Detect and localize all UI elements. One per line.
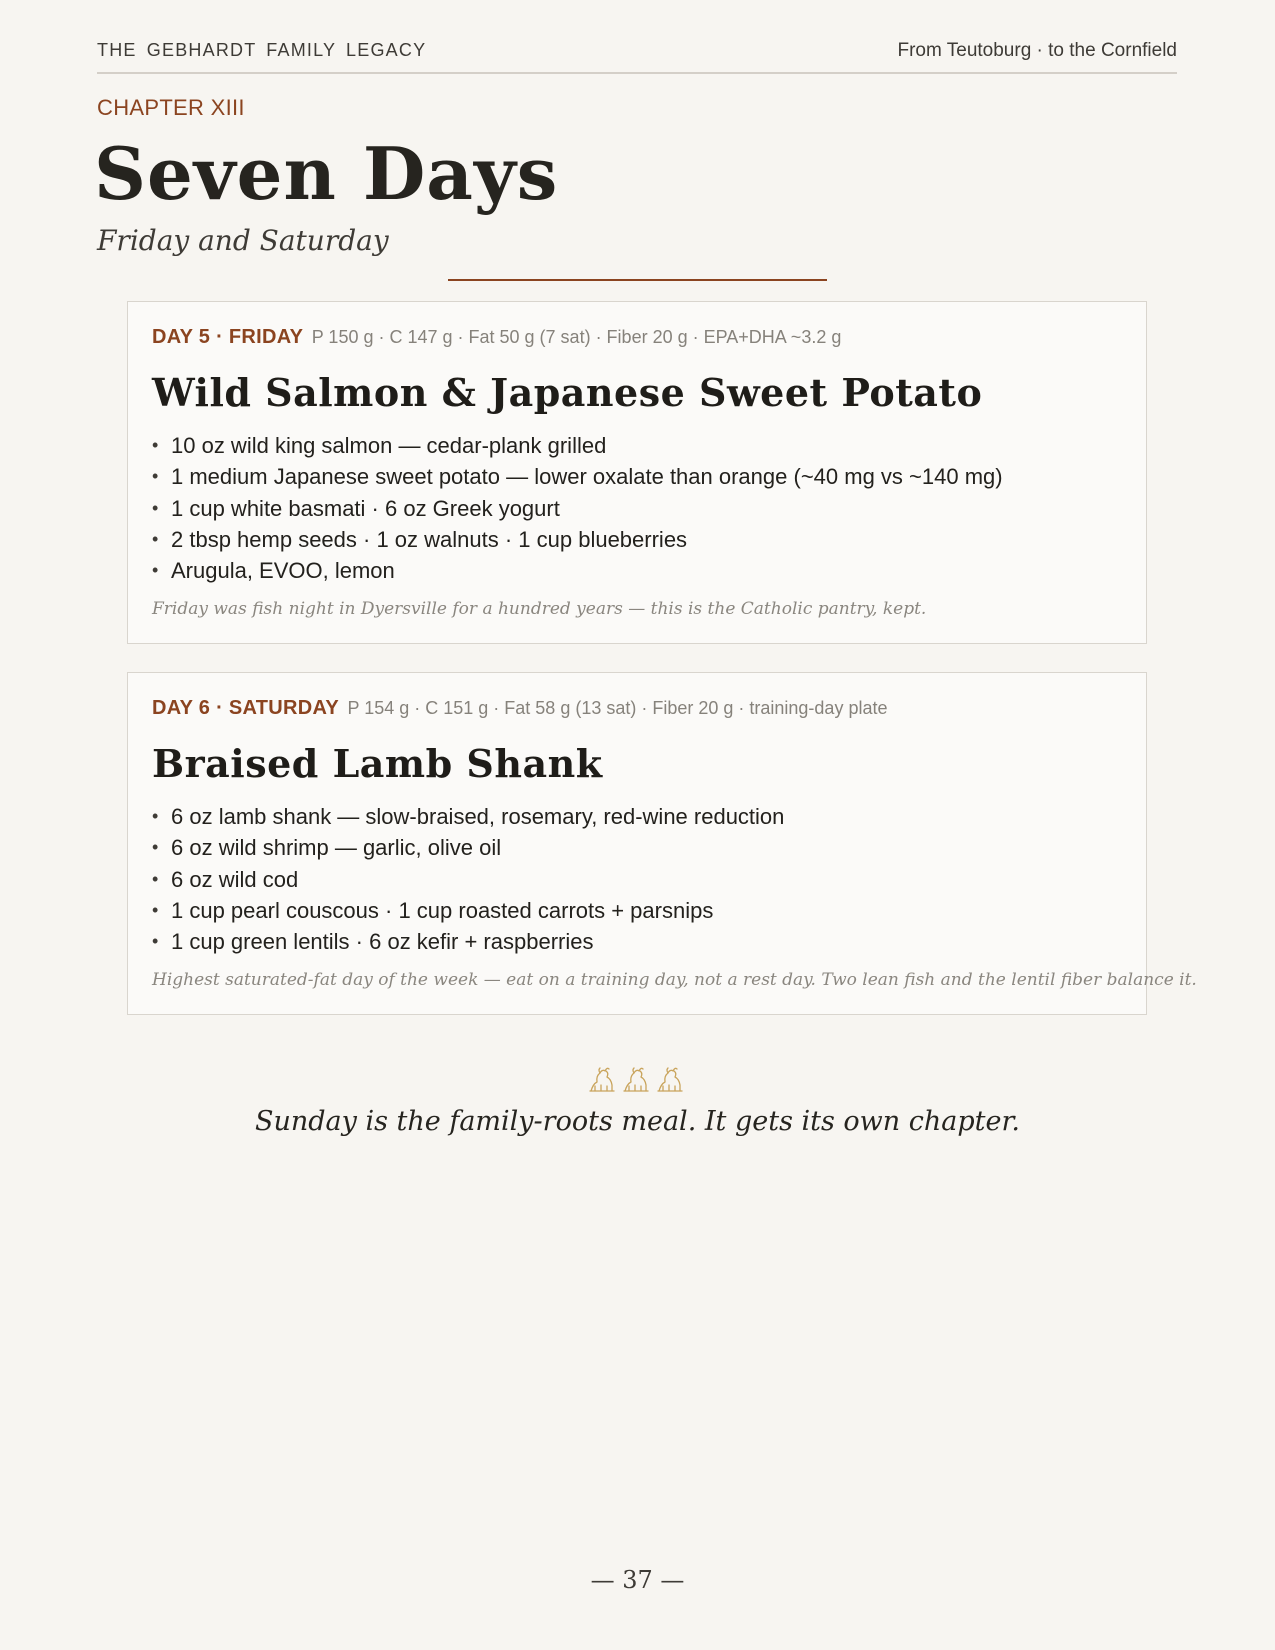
- chapter-subtitle: Friday and Saturday: [97, 224, 389, 257]
- meal-title: Braised Lamb Shank: [152, 741, 603, 786]
- ingredient-list: [152, 430, 1003, 586]
- bullet-icon: •: [152, 899, 159, 920]
- ingredient-text: 1 cup green lentils · 6 oz kefir + raspberries: [171, 929, 594, 955]
- day-macros: P 154 g · C 151 g · Fat 58 g (13 sat) · Fiber 20 g · training-day plate: [347, 698, 888, 718]
- closing-line: Sunday is the family-roots meal. It gets its own chapter.: [254, 1106, 1021, 1137]
- ingredient-text: 10 oz wild king salmon — cedar-plank grilled: [171, 433, 607, 458]
- heraldic-lions-ornament-icon: [587, 1064, 687, 1094]
- bullet-icon: •: [152, 497, 159, 518]
- ingredient-item: [152, 524, 1003, 555]
- ingredient-text: 1 medium Japanese sweet potato — lower oxalate than orange (~40 mg vs ~140 mg): [171, 464, 1003, 490]
- running-header: [97, 38, 1177, 74]
- ingredient-text: Arugula, EVOO, lemon: [171, 558, 395, 584]
- ingredient-item: [152, 832, 784, 863]
- chapter-label: CHAPTER XIII: [97, 95, 245, 120]
- lion-icon: [590, 1068, 614, 1091]
- chapter-divider: [448, 279, 827, 281]
- ingredient-text: 1 cup pearl couscous · 1 cup roasted carrots + parsnips: [171, 897, 714, 923]
- day-card-friday: [127, 301, 1147, 644]
- ingredient-text: 6 oz wild cod: [171, 866, 299, 892]
- ingredient-text: 1 cup white basmati · 6 oz Greek yogurt: [171, 495, 560, 521]
- chapter-title: Seven Days: [94, 131, 559, 216]
- day-note: Friday was fish night in Dyersville for a hundred years — this is the Catholic pantry, kept.: [152, 599, 927, 619]
- bullet-icon: •: [152, 931, 159, 952]
- running-header-subtitle: From Teutoburg · to the Cornfield: [897, 40, 1177, 61]
- day-label: DAY 6 · SATURDAY: [152, 697, 340, 719]
- bullet-icon: •: [152, 466, 159, 487]
- bullet-icon: •: [152, 435, 159, 455]
- day-label: DAY 5 · FRIDAY: [152, 326, 304, 348]
- ingredient-item: [152, 895, 784, 926]
- lion-icon: [624, 1068, 648, 1091]
- meal-title: Wild Salmon & Japanese Sweet Potato: [152, 370, 983, 415]
- day-meta: [152, 697, 887, 720]
- page-number: — 37 —: [590, 1566, 685, 1594]
- day-note: Highest saturated-fat day of the week — eat on a training day, not a rest day. Two lean fish and the lentil fiber balance it.: [152, 970, 1197, 990]
- day-meta: [152, 326, 841, 349]
- ingredient-item: [152, 461, 1003, 492]
- ingredient-text: 6 oz wild shrimp — garlic, olive oil: [171, 835, 502, 861]
- ingredient-item: [152, 926, 784, 957]
- ingredient-list: [152, 801, 784, 957]
- ingredient-item: [152, 801, 784, 832]
- ingredient-text: 6 oz lamb shank — slow-braised, rosemary, red-wine reduction: [171, 804, 785, 829]
- bullet-icon: •: [152, 868, 159, 889]
- ingredient-item: [152, 864, 784, 895]
- ingredient-item: [152, 430, 1003, 461]
- ingredient-text: 2 tbsp hemp seeds · 1 oz walnuts · 1 cup blueberries: [171, 526, 688, 552]
- ingredient-item: [152, 493, 1003, 524]
- day-card-saturday: [127, 672, 1197, 1015]
- ingredient-item: [152, 555, 1003, 586]
- day-macros: P 150 g · C 147 g · Fat 50 g (7 sat) · Fiber 20 g · EPA+DHA ~3.2 g: [311, 327, 842, 347]
- bullet-icon: •: [152, 560, 159, 581]
- lion-icon: [658, 1068, 682, 1091]
- bullet-icon: •: [152, 806, 159, 826]
- bullet-icon: •: [152, 837, 159, 858]
- running-header-title: THE GEBHARDT FAMILY LEGACY: [97, 40, 427, 60]
- bullet-icon: •: [152, 528, 159, 549]
